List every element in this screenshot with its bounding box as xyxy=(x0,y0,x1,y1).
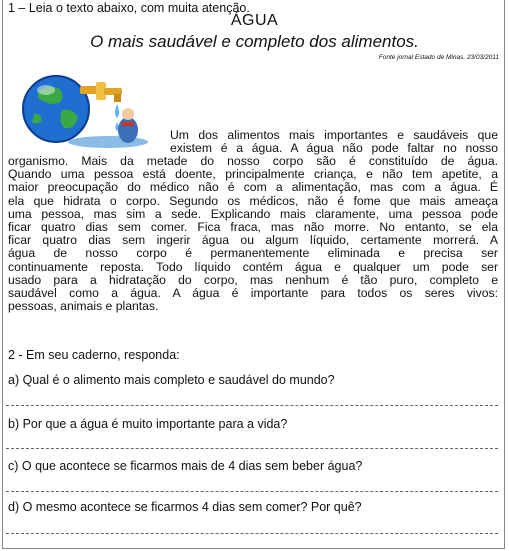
paragraph-body xyxy=(8,155,498,313)
paragraph-line: existem é a água. A água não pode faltar no nosso xyxy=(170,141,498,156)
paragraph-line: água de nosso corpo é permanentemente eliminada e precisa ser xyxy=(8,246,498,261)
answer-line xyxy=(6,448,498,449)
answer-line xyxy=(6,405,498,406)
questions-heading: 2 - Em seu caderno, responda: xyxy=(8,348,180,362)
paragraph-intro xyxy=(170,129,498,155)
paragraph-line: Quando uma pessoa está doente, principalmente criança, e não tem apetite, a xyxy=(8,167,498,182)
question-d: d) O mesmo acontece se ficarmos 4 dias sem comer? Por quê? xyxy=(8,500,362,514)
paragraph-line: maior preocupação do médico não é com a alimentação, mas com a água. É xyxy=(8,180,498,195)
question-a: a) Qual é o alimento mais completo e saudável do mundo? xyxy=(8,373,335,387)
paragraph-line: Um dos alimentos mais importantes e saudáveis que xyxy=(170,128,498,142)
source-note: Fonte jornal Estado de Minas, 23/03/2011 xyxy=(378,54,499,61)
question-c: c) O que acontece se ficarmos mais de 4 dias sem beber água? xyxy=(8,459,363,473)
paragraph-line: ficar quatro dias sem ingerir água ou algum líquido, certamente morrerá. A xyxy=(8,233,498,248)
text-title: ÁGUA xyxy=(230,12,279,29)
paragraph-line: saudável como a água. A água é importante para todos os seres vivos: xyxy=(8,286,498,301)
paragraph-line: ela que hidrata o corpo. Segundo os médicos, não é fome que mais ameaça xyxy=(8,193,498,208)
paragraph-line: pessoas, animais e plantas. xyxy=(8,299,159,314)
globe-faucet-illustration xyxy=(16,64,166,154)
paragraph-line: uma pessoa, mas sim a sede. Explicando mais claramente, uma pessoa pode xyxy=(8,206,498,221)
paragraph-line: organismo. Mais da metade do nosso corpo são é constituído de água. xyxy=(8,154,498,168)
paragraph-line: usado para a hidratação do corpo, mas nenhum é tão puro, completo e xyxy=(8,272,498,287)
paragraph-line: continuamente reposta. Todo líquido contém água e qualquer um pode ser xyxy=(8,259,498,274)
instruction-text: 1 – Leia o texto abaixo, com muita atenção. xyxy=(8,1,250,15)
answer-line xyxy=(6,533,498,534)
text-subtitle: O mais saudável e completo dos alimentos. xyxy=(90,32,419,51)
answer-line xyxy=(6,491,498,492)
paragraph-line: ficar quatro dias sem comer. Fica fraca, mas não morre. No entanto, se ela xyxy=(8,220,498,235)
question-b: b) Por que a água é muito importante para a vida? xyxy=(8,417,288,431)
